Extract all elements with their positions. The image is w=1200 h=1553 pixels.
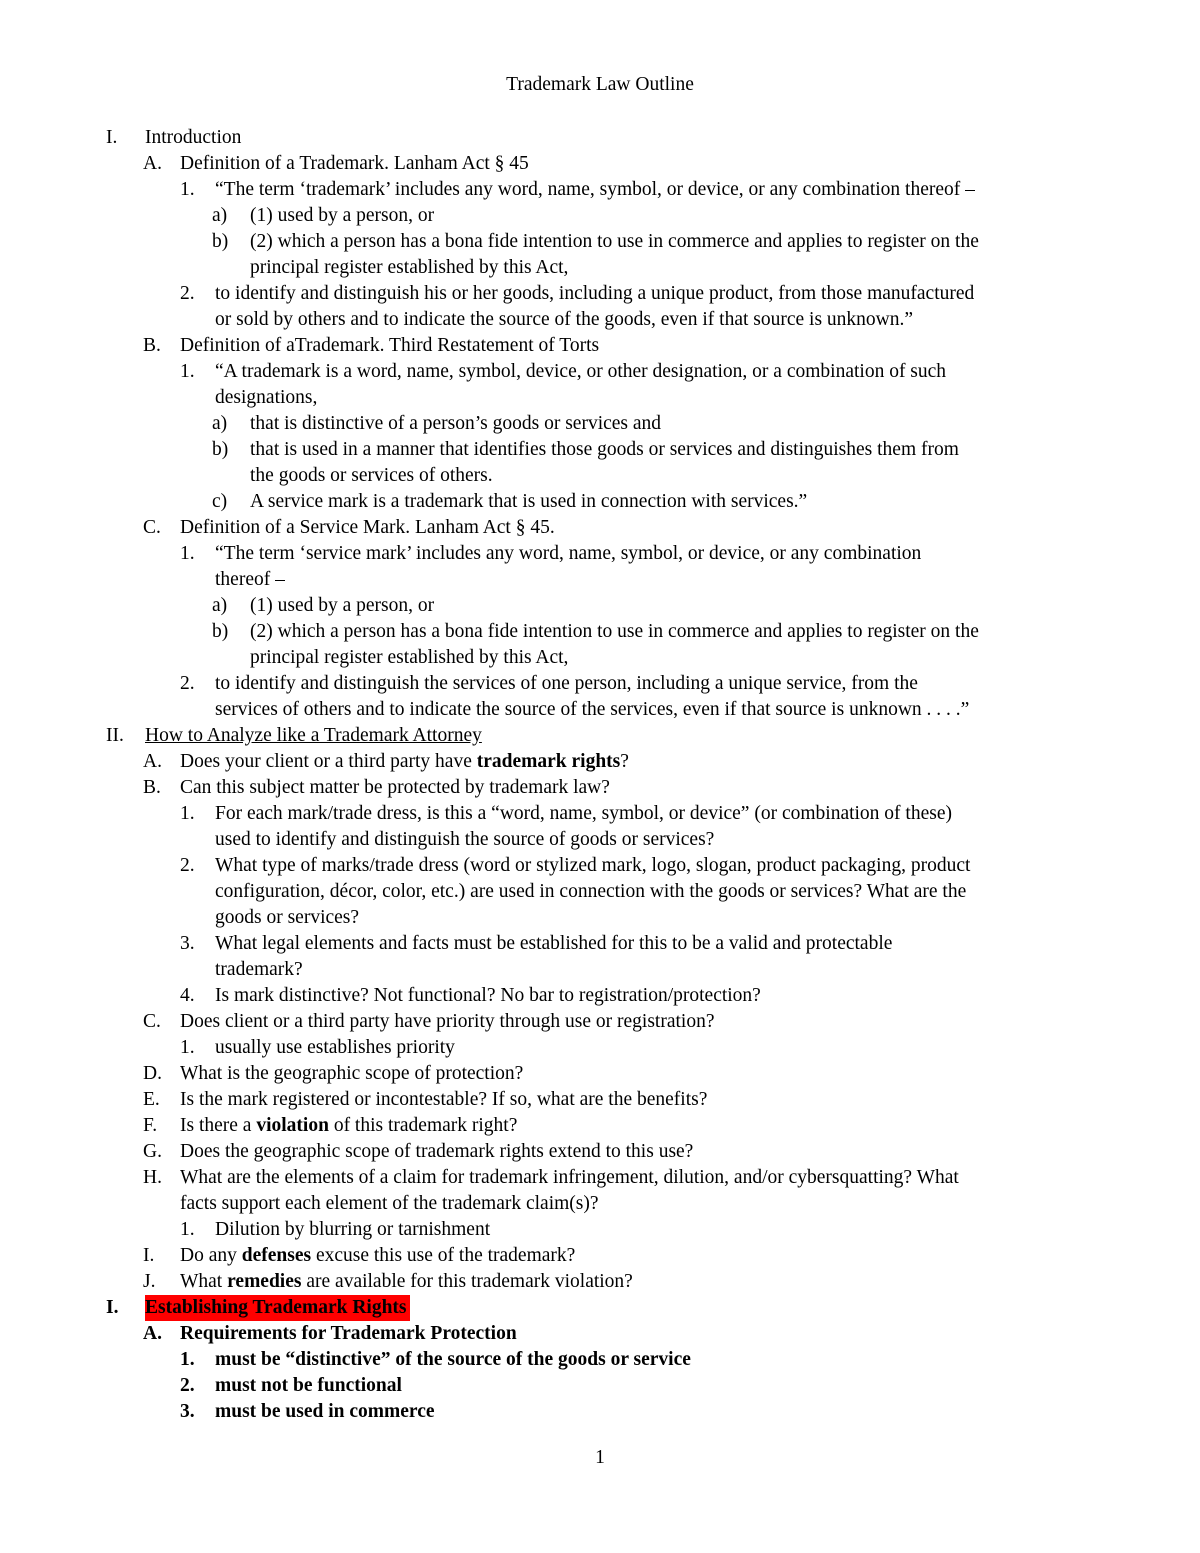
bold-term: trademark rights bbox=[476, 751, 621, 772]
outline-marker: 1. bbox=[180, 179, 195, 200]
outline-marker: c) bbox=[212, 491, 228, 512]
outline-marker: 3. bbox=[180, 1401, 195, 1422]
text-run: of this trademark right? bbox=[328, 1115, 518, 1136]
outline-marker: F. bbox=[143, 1115, 158, 1136]
outline-text: Does the geographic scope of trademark rights extend to this use? bbox=[180, 1141, 694, 1162]
document-title: Trademark Law Outline bbox=[506, 74, 694, 95]
outline-text: to identify and distinguish the services of one person, including a unique service, from the bbox=[215, 673, 918, 694]
outline-marker: J. bbox=[143, 1271, 156, 1292]
outline-text: What is the geographic scope of protection? bbox=[180, 1063, 524, 1084]
outline-marker: 2. bbox=[180, 1375, 195, 1396]
outline-text bbox=[180, 1269, 633, 1295]
outline-text: designations, bbox=[215, 387, 318, 408]
outline-marker: a) bbox=[212, 413, 228, 434]
outline-marker: I. bbox=[106, 127, 118, 148]
outline-marker: A. bbox=[143, 751, 162, 772]
outline-marker: 1. bbox=[180, 361, 195, 382]
outline-text: to identify and distinguish his or her goods, including a unique product, from those manufactured bbox=[215, 283, 975, 304]
text-run: Do any bbox=[180, 1245, 242, 1266]
outline-marker: H. bbox=[143, 1167, 162, 1188]
outline-marker: 1. bbox=[180, 1037, 195, 1058]
outline-text: must be “distinctive” of the source of the goods or service bbox=[215, 1349, 691, 1370]
outline-text: services of others and to indicate the source of the services, even if that source is unknown . . . .” bbox=[215, 699, 970, 720]
outline-text: Is the mark registered or incontestable? If so, what are the benefits? bbox=[180, 1089, 708, 1110]
outline-marker: a) bbox=[212, 595, 228, 616]
outline-marker: II. bbox=[106, 725, 124, 746]
outline-text: (1) used by a person, or bbox=[250, 205, 435, 226]
outline-marker: b) bbox=[212, 231, 229, 252]
outline-text bbox=[180, 1243, 575, 1269]
outline-text: A service mark is a trademark that is used in connection with services.” bbox=[250, 491, 808, 512]
outline-marker: 1. bbox=[180, 1349, 195, 1370]
outline-marker: A. bbox=[143, 1323, 162, 1344]
outline-marker: 4. bbox=[180, 985, 195, 1006]
text-run: What bbox=[180, 1271, 228, 1292]
outline-marker: 1. bbox=[180, 803, 195, 824]
page-number: 1 bbox=[595, 1447, 605, 1468]
text-run: are available for this trademark violation? bbox=[301, 1271, 633, 1292]
outline-text: “The term ‘trademark’ includes any word, name, symbol, or device, or any combination thereof – bbox=[215, 179, 975, 200]
outline-marker: b) bbox=[212, 439, 229, 460]
outline-marker: I. bbox=[106, 1297, 119, 1318]
outline-marker: B. bbox=[143, 335, 161, 356]
bold-term: remedies bbox=[227, 1271, 302, 1292]
outline-marker: 1. bbox=[180, 543, 195, 564]
outline-marker: 2. bbox=[180, 673, 195, 694]
outline-text: “The term ‘service mark’ includes any word, name, symbol, or device, or any combination bbox=[215, 543, 922, 564]
outline-text: Definition of a Service Mark. Lanham Act § 45. bbox=[180, 517, 555, 538]
outline-marker: C. bbox=[143, 517, 161, 538]
outline-marker: b) bbox=[212, 621, 229, 642]
outline-marker: 1. bbox=[180, 1219, 195, 1240]
outline-text: Dilution by blurring or tarnishment bbox=[215, 1219, 491, 1240]
outline-marker: I. bbox=[143, 1245, 155, 1266]
outline-marker: 2. bbox=[180, 855, 195, 876]
outline-text: Requirements for Trademark Protection bbox=[180, 1323, 517, 1344]
outline-text: Definition of aTrademark. Third Restatement of Torts bbox=[180, 335, 600, 356]
text-run: Is there a bbox=[180, 1115, 257, 1136]
outline-text: that is used in a manner that identifies those goods or services and distinguishes them from bbox=[250, 439, 959, 460]
outline-text: used to identify and distinguish the source of goods or services? bbox=[215, 829, 715, 850]
outline-text: Does client or a third party have priority through use or registration? bbox=[180, 1011, 715, 1032]
outline-text: “A trademark is a word, name, symbol, device, or other designation, or a combination of such bbox=[215, 361, 947, 382]
outline-text: must be used in commerce bbox=[215, 1401, 435, 1422]
section-heading: How to Analyze like a Trademark Attorney bbox=[145, 725, 482, 746]
outline-text: (1) used by a person, or bbox=[250, 595, 435, 616]
outline-marker: B. bbox=[143, 777, 161, 798]
outline-marker: D. bbox=[143, 1063, 162, 1084]
outline-marker: C. bbox=[143, 1011, 161, 1032]
outline-text: principal register established by this Act, bbox=[250, 257, 569, 278]
outline-marker: A. bbox=[143, 153, 162, 174]
outline-text: goods or services? bbox=[215, 907, 360, 928]
outline-text: that is distinctive of a person’s goods or services and bbox=[250, 413, 662, 434]
outline-text: the goods or services of others. bbox=[250, 465, 493, 486]
text-run: Does your client or a third party have bbox=[180, 751, 477, 772]
outline-text: What legal elements and facts must be established for this to be a valid and protectable bbox=[215, 933, 893, 954]
outline-text: For each mark/trade dress, is this a “word, name, symbol, or device” (or combination of these) bbox=[215, 803, 952, 824]
outline-text: must not be functional bbox=[215, 1375, 402, 1396]
outline-text: (2) which a person has a bona fide intention to use in commerce and applies to register on the bbox=[250, 231, 979, 252]
outline-text: (2) which a person has a bona fide intention to use in commerce and applies to register on the bbox=[250, 621, 979, 642]
outline-text: Can this subject matter be protected by trademark law? bbox=[180, 777, 610, 798]
outline-text: trademark? bbox=[215, 959, 303, 980]
outline-marker: a) bbox=[212, 205, 228, 226]
highlighted-section-heading: Establishing Trademark Rights bbox=[145, 1295, 410, 1321]
outline-text: principal register established by this Act, bbox=[250, 647, 569, 668]
outline-text bbox=[180, 749, 629, 775]
outline-text: What are the elements of a claim for trademark infringement, dilution, and/or cybersquatting? What bbox=[180, 1167, 959, 1188]
outline-text: configuration, décor, color, etc.) are used in connection with the goods or services? What are the bbox=[215, 881, 967, 902]
text-run: ? bbox=[620, 751, 629, 772]
outline-text: Is mark distinctive? Not functional? No bar to registration/protection? bbox=[215, 985, 761, 1006]
outline-marker: 3. bbox=[180, 933, 195, 954]
outline-text bbox=[180, 1113, 517, 1139]
outline-text: Definition of a Trademark. Lanham Act § 45 bbox=[180, 153, 529, 174]
outline-marker: G. bbox=[143, 1141, 162, 1162]
outline-marker: 2. bbox=[180, 283, 195, 304]
outline-text: or sold by others and to indicate the source of the goods, even if that source is unknown.” bbox=[215, 309, 914, 330]
section-heading: Introduction bbox=[145, 127, 242, 148]
outline-text: facts support each element of the trademark claim(s)? bbox=[180, 1193, 599, 1214]
bold-term: violation bbox=[256, 1115, 329, 1136]
outline-text: thereof – bbox=[215, 569, 285, 590]
outline-text: What type of marks/trade dress (word or stylized mark, logo, slogan, product packaging, product bbox=[215, 855, 971, 876]
text-run: excuse this use of the trademark? bbox=[311, 1245, 576, 1266]
outline-marker: E. bbox=[143, 1089, 160, 1110]
outline-text: usually use establishes priority bbox=[215, 1037, 455, 1058]
bold-term: defenses bbox=[241, 1245, 312, 1266]
